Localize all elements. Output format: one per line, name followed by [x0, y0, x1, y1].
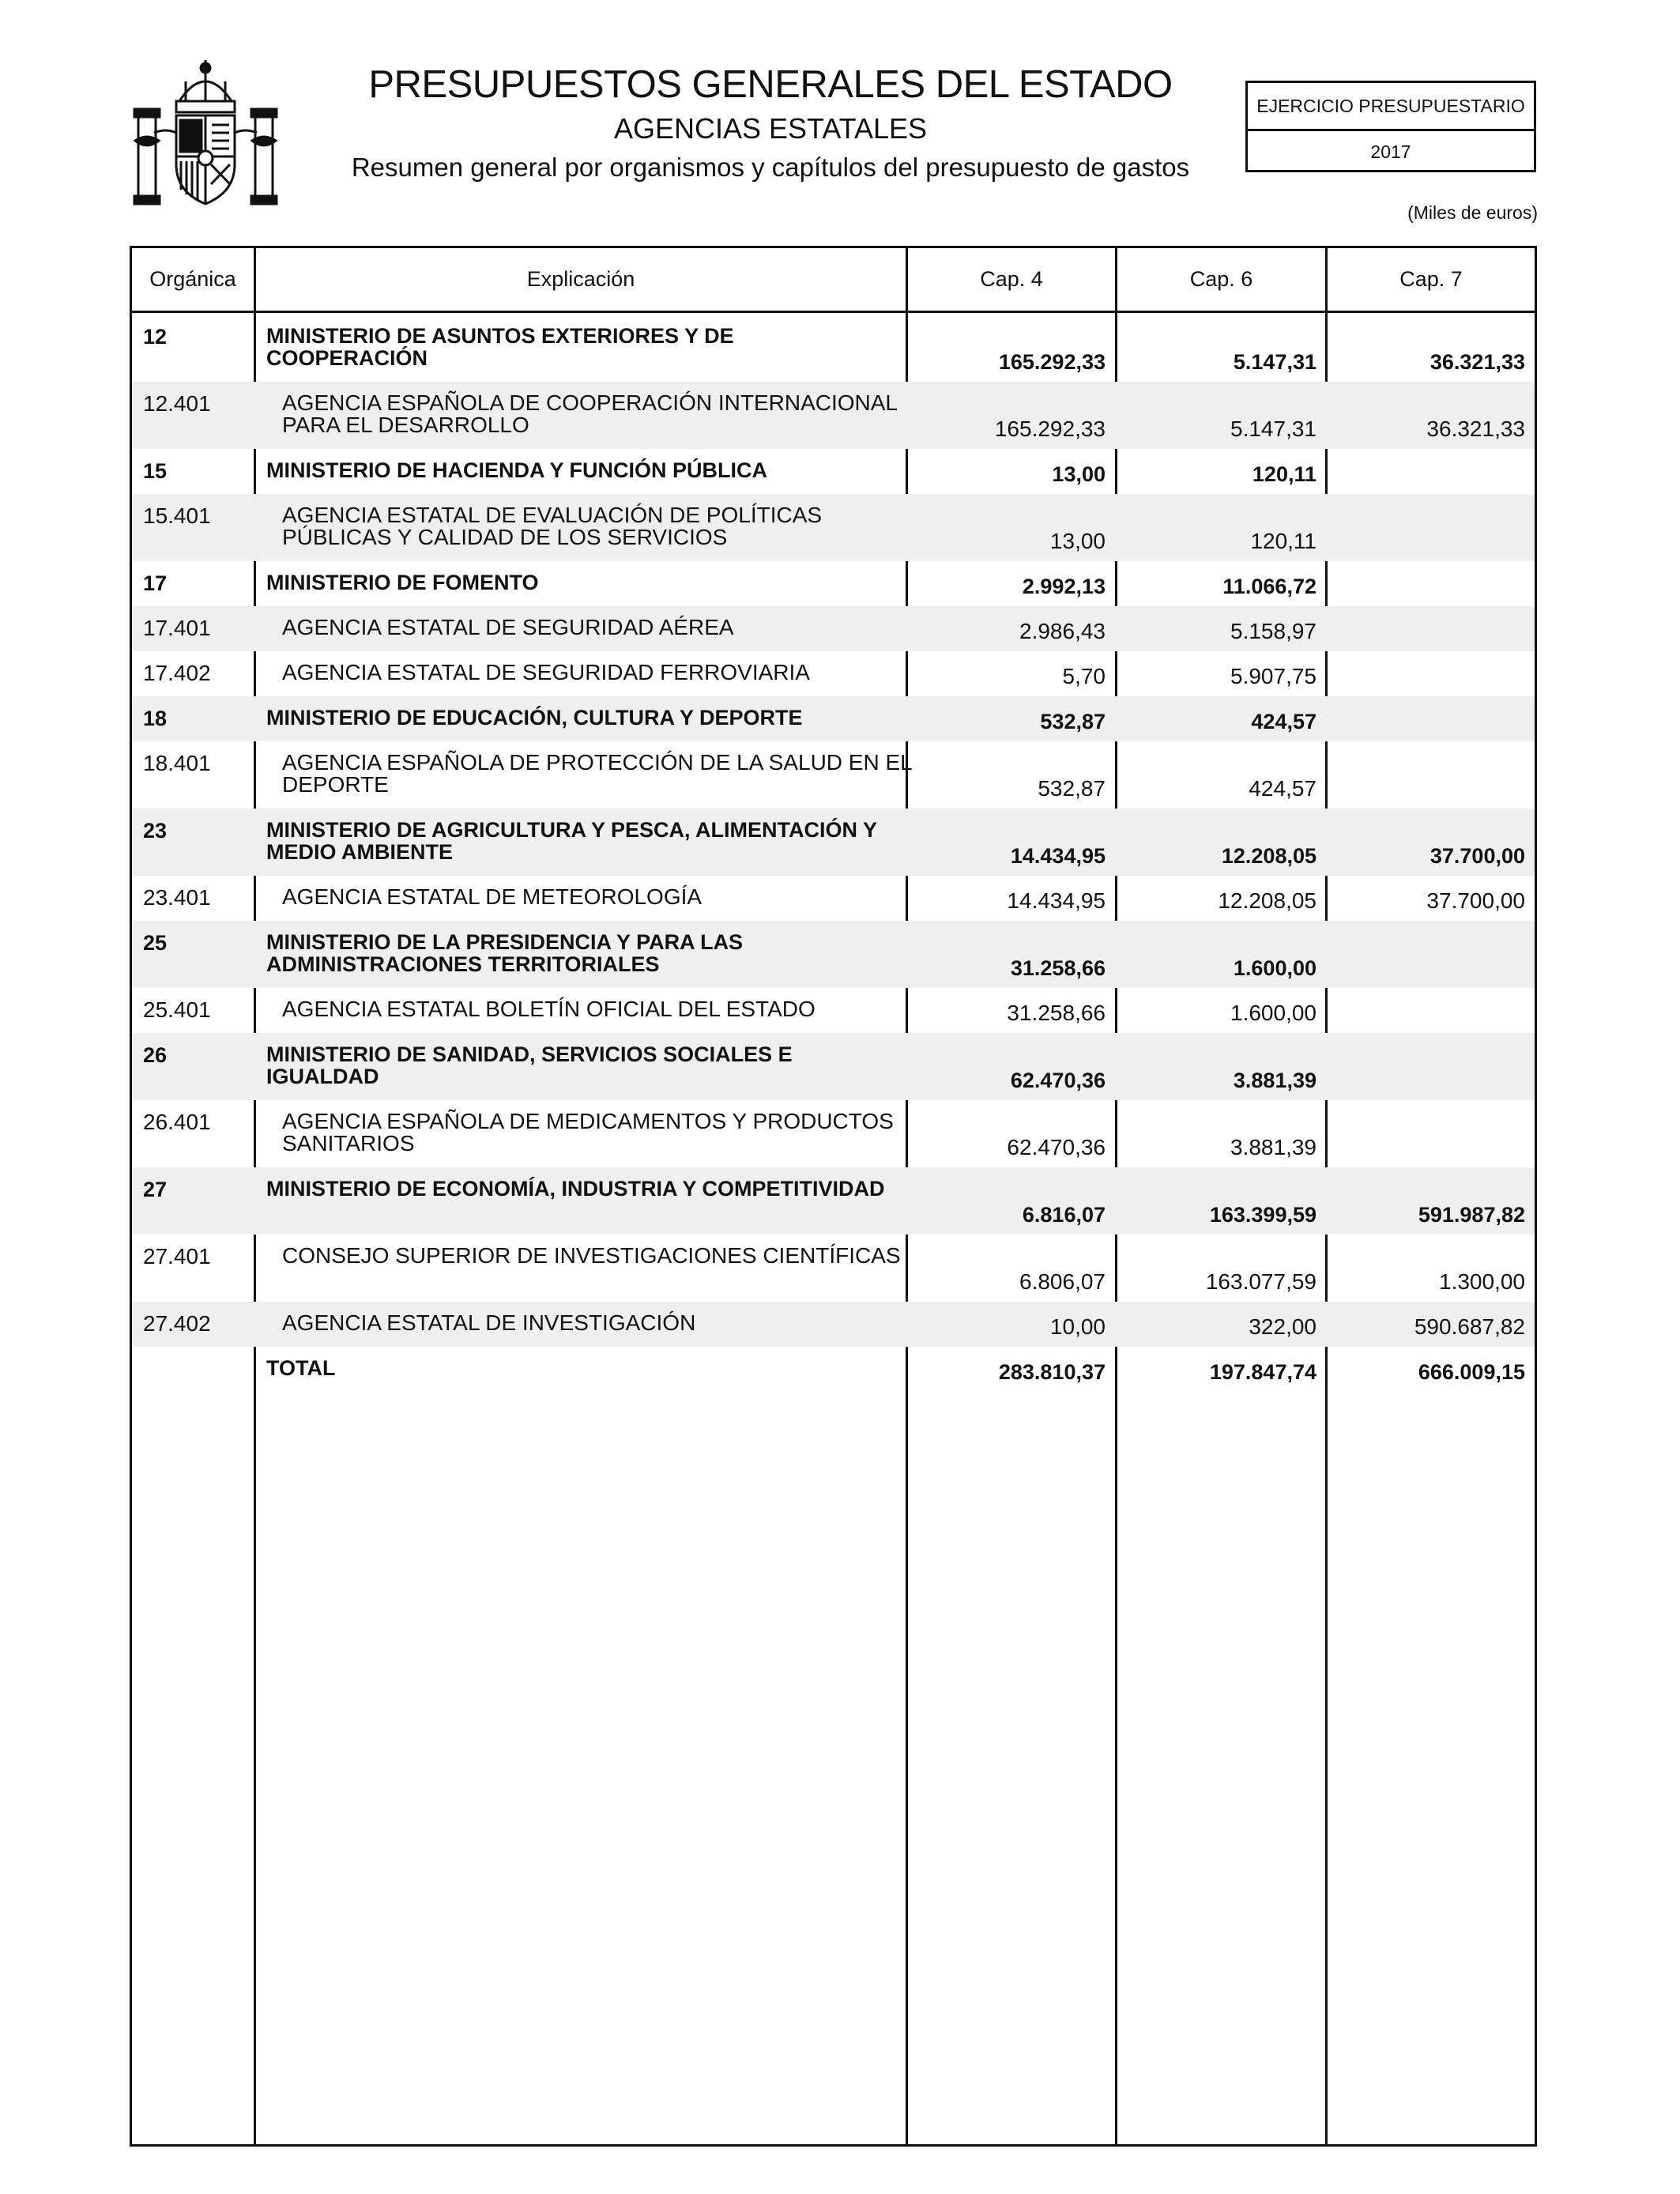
row-cap6: 5.158,97 — [1230, 619, 1317, 643]
row-cap4: 62.470,36 — [1007, 1135, 1106, 1159]
row-text: MINISTERIO DE ECONOMÍA, INDUSTRIA Y COMPETITIVIDAD — [266, 1177, 885, 1201]
row-cap6: 12.208,05 — [1218, 888, 1317, 913]
row-text: AGENCIA ESTATAL BOLETÍN OFICIAL DEL ESTADO — [282, 997, 816, 1021]
row-text: AGENCIA ESPAÑOLA DE COOPERACIÓN INTERNACIONAL PARA EL DESARROLLO — [282, 390, 897, 437]
row-code: 18.401 — [143, 751, 211, 775]
row-code: 17.402 — [143, 661, 211, 685]
row-code: 23 — [143, 819, 168, 843]
row-code: 26.401 — [143, 1110, 211, 1134]
row-code: 27.401 — [143, 1244, 211, 1269]
row-cap4: 532,87 — [1038, 776, 1106, 801]
row-text: TOTAL — [266, 1356, 336, 1380]
row-cap6: 322,00 — [1249, 1314, 1317, 1339]
table-row — [132, 876, 1535, 921]
row-cap4: 31.258,66 — [1010, 956, 1106, 980]
row-code: 25 — [143, 931, 168, 955]
column-header-cap4: Cap. 4 — [980, 267, 1043, 291]
row-cap4: 6.806,07 — [1019, 1269, 1106, 1294]
row-cap4: 31.258,66 — [1007, 1001, 1106, 1025]
column-header-cap6: Cap. 6 — [1189, 267, 1253, 291]
row-cap4: 532,87 — [1040, 710, 1106, 733]
table-row — [132, 809, 1535, 876]
row-text: MINISTERIO DE LA PRESIDENCIA Y PARA LAS ADMINISTRACIONES TERRITORIALES — [266, 930, 744, 976]
exercise-box — [1245, 81, 1536, 172]
row-cap4: 14.434,95 — [1010, 844, 1106, 868]
row-cap4: 2.992,13 — [1022, 575, 1106, 598]
row-text: CONSEJO SUPERIOR DE INVESTIGACIONES CIENTÍFICAS — [282, 1243, 901, 1268]
table-row — [132, 921, 1535, 988]
row-cap6: 12.208,05 — [1221, 844, 1317, 868]
row-cap4: 10,00 — [1049, 1314, 1106, 1339]
table-row — [132, 315, 1535, 382]
page-subtitle: AGENCIAS ESTATALES — [613, 112, 928, 145]
row-cap4: 165.292,33 — [998, 350, 1106, 374]
row-cap7: 591.987,82 — [1418, 1203, 1525, 1227]
row-cap6: 5.907,75 — [1230, 664, 1317, 688]
row-cap4: 6.816,07 — [1022, 1203, 1106, 1227]
row-code: 25.401 — [143, 997, 211, 1022]
row-cap6: 1.600,00 — [1230, 1001, 1317, 1025]
row-cap4: 13,00 — [1049, 529, 1106, 553]
row-code: 26 — [143, 1043, 168, 1067]
row-text: MINISTERIO DE FOMENTO — [266, 571, 539, 594]
row-text: AGENCIA ESTATAL DE METEOROLOGÍA — [282, 884, 703, 909]
page-title: PRESUPUESTOS GENERALES DEL ESTADO — [368, 63, 1173, 106]
table-row — [132, 449, 1535, 494]
row-cap7: 36.321,33 — [1430, 350, 1525, 374]
column-header-cap7: Cap. 7 — [1399, 267, 1463, 291]
row-cap6: 120,11 — [1252, 462, 1317, 486]
row-cap4: 62.470,36 — [1010, 1069, 1106, 1092]
budget-table — [130, 246, 1537, 2147]
row-cap6: 120,11 — [1250, 529, 1317, 553]
row-code: 17 — [143, 571, 168, 595]
row-cap7: 37.700,00 — [1430, 844, 1525, 868]
row-cap4: 283.810,37 — [998, 1360, 1106, 1384]
row-text: AGENCIA ESTATAL DE INVESTIGACIÓN — [282, 1310, 696, 1335]
table-row-total — [132, 1347, 1535, 1392]
row-cap7: 666.009,15 — [1418, 1360, 1525, 1384]
row-cap6: 424,57 — [1251, 710, 1317, 733]
row-code: 12 — [143, 325, 168, 349]
row-code: 23.401 — [143, 885, 211, 910]
table-row — [132, 561, 1535, 606]
row-cap6: 11.066,72 — [1222, 575, 1317, 598]
exercise-label: EJERCICIO PRESUPUESTARIO — [1248, 83, 1534, 131]
page-description: Resumen general por organismos y capítulos del presupuesto de gastos — [351, 153, 1190, 182]
table-row — [132, 382, 1535, 449]
row-cap4: 14.434,95 — [1007, 888, 1106, 913]
row-code: 27.402 — [143, 1311, 211, 1336]
table-row — [132, 988, 1535, 1033]
table-row — [132, 1100, 1535, 1167]
row-cap7: 36.321,33 — [1426, 417, 1525, 441]
row-cap6: 163.077,59 — [1205, 1269, 1317, 1294]
row-cap7: 1.300,00 — [1439, 1269, 1525, 1294]
row-text: MINISTERIO DE SANIDAD, SERVICIOS SOCIALES E IGUALDAD — [266, 1042, 793, 1088]
table-row — [132, 1302, 1535, 1347]
row-code: 15 — [143, 459, 168, 483]
table-row — [132, 696, 1535, 741]
row-cap4: 2.986,43 — [1019, 619, 1106, 643]
row-cap6: 1.600,00 — [1233, 956, 1317, 980]
row-code: 18 — [143, 707, 168, 730]
table-row — [132, 1235, 1535, 1302]
row-cap6: 5.147,31 — [1233, 350, 1317, 374]
row-text: AGENCIA ESTATAL DE SEGURIDAD FERROVIARIA — [282, 660, 810, 684]
row-cap7: 37.700,00 — [1426, 888, 1525, 913]
coat-of-arms-icon — [130, 54, 281, 212]
row-cap7: 590.687,82 — [1414, 1314, 1525, 1339]
table-row — [132, 651, 1535, 696]
row-text: AGENCIA ESTATAL DE EVALUACIÓN DE POLÍTICAS PÚBLICAS Y CALIDAD DE LOS SERVICIOS — [282, 503, 823, 549]
row-text: MINISTERIO DE HACIENDA Y FUNCIÓN PÚBLICA — [266, 458, 768, 482]
table-row — [132, 1033, 1535, 1100]
row-cap6: 3.881,39 — [1230, 1135, 1317, 1159]
exercise-year: 2017 — [1370, 141, 1411, 162]
table-body — [132, 315, 1535, 1392]
row-cap4: 165.292,33 — [994, 417, 1106, 441]
row-text: MINISTERIO DE ASUNTOS EXTERIORES Y DE COOPERACIÓN — [266, 324, 734, 370]
row-cap6: 424,57 — [1249, 776, 1317, 801]
row-text: MINISTERIO DE AGRICULTURA Y PESCA, ALIMENTACIÓN Y MEDIO AMBIENTE — [266, 818, 877, 864]
row-cap4: 5,70 — [1062, 664, 1106, 688]
row-text: AGENCIA ESPAÑOLA DE PROTECCIÓN DE LA SALUD EN EL DEPORTE — [282, 750, 912, 797]
row-cap6: 5.147,31 — [1230, 417, 1317, 441]
table-row — [132, 741, 1535, 809]
row-text: AGENCIA ESPAÑOLA DE MEDICAMENTOS Y PRODUCTOS SANITARIOS — [282, 1109, 894, 1155]
row-code: 15.401 — [143, 503, 211, 528]
row-text: AGENCIA ESTATAL DE SEGURIDAD AÉREA — [282, 615, 734, 639]
row-code: 12.401 — [143, 391, 211, 416]
table-header — [132, 248, 1535, 313]
units-label: (Miles de euros) — [1407, 202, 1538, 223]
column-header-explicacion: Explicación — [526, 267, 635, 291]
table-row — [132, 1167, 1535, 1235]
row-cap6: 197.847,74 — [1209, 1360, 1317, 1384]
row-code: 17.401 — [143, 616, 211, 640]
column-header-organica: Orgánica — [149, 267, 236, 291]
row-text: MINISTERIO DE EDUCACIÓN, CULTURA Y DEPORTE — [266, 706, 803, 729]
title-block — [332, 62, 1209, 185]
table-row — [132, 606, 1535, 651]
row-cap4: 13,00 — [1052, 462, 1106, 486]
row-cap6: 163.399,59 — [1209, 1203, 1317, 1227]
table-row — [132, 494, 1535, 561]
row-cap6: 3.881,39 — [1233, 1069, 1317, 1092]
row-code: 27 — [143, 1178, 168, 1201]
